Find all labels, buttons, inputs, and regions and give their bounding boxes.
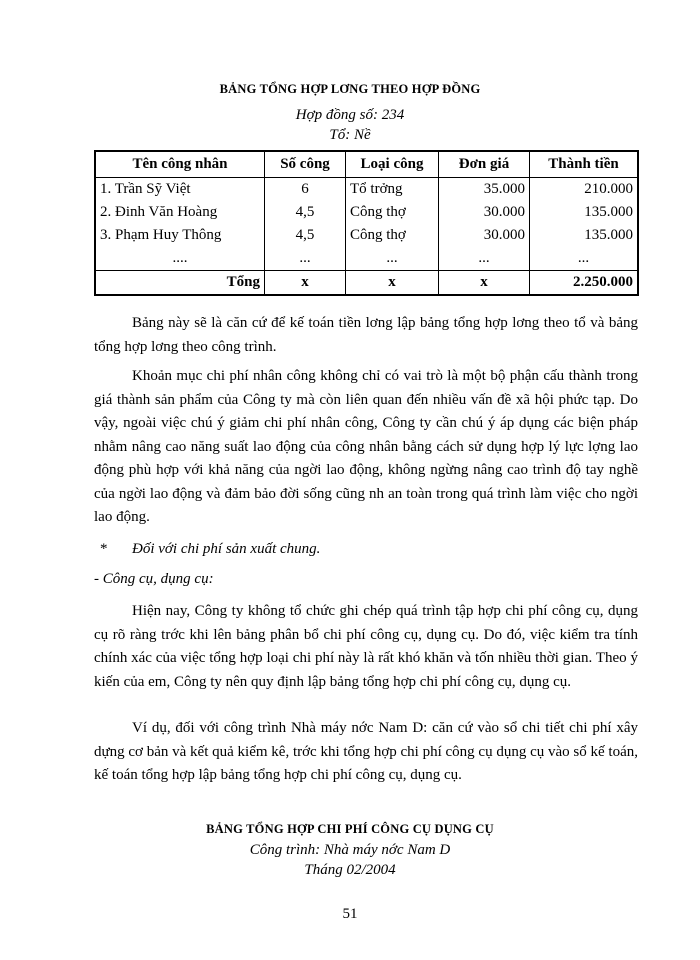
total-work-type: x (346, 271, 439, 296)
cell-unit-price: 30.000 (439, 224, 530, 247)
cell-worker-name: 3. Phạm Huy Thông (95, 224, 265, 247)
cell-work-type: Công thợ (346, 201, 439, 224)
cell-work-days: 4,5 (265, 201, 346, 224)
cell-work-days: ... (265, 247, 346, 271)
cell-unit-price: ... (439, 247, 530, 271)
page-number: 51 (342, 906, 358, 922)
paragraph-wage-basis: Bảng này sẽ là căn cứ để kế toán tiền lơng lập bảng tổng hợp lơng theo tổ và bảng tổng hợp lơng theo công trình. (94, 315, 638, 355)
cell-work-type: ... (346, 247, 439, 271)
table-row (95, 247, 638, 271)
cell-unit-price: 30.000 (439, 201, 530, 224)
wage-summary-table (94, 150, 639, 296)
total-unit-price: x (439, 271, 530, 296)
heading-tools-equipment: - Công cụ, dụng cụ: (94, 571, 214, 587)
header-unit-price: Đơn giá (439, 151, 530, 178)
table-row (95, 178, 638, 202)
cell-worker-name: .... (95, 247, 265, 271)
cell-work-type: Tổ trởng (346, 178, 439, 202)
cell-work-type: Công thợ (346, 224, 439, 247)
table-header-row (95, 151, 638, 178)
table-total-row (95, 271, 638, 296)
report-month: Tháng 02/2004 (304, 862, 396, 878)
table-row (95, 224, 638, 247)
total-amount: 2.250.000 (530, 271, 639, 296)
header-work-type: Loại công (346, 151, 439, 178)
bullet-star: * (100, 541, 108, 557)
cell-work-days: 4,5 (265, 224, 346, 247)
project-name: Công trình: Nhà máy nớc Nam D (249, 842, 451, 858)
tools-summary-title: BẢNG TỔNG HỢP CHI PHÍ CÔNG CỤ DỤNG CỤ (206, 822, 494, 836)
paragraph-labor-cost: Khoản mục chi phí nhân công không chỉ có vai trò là một bộ phận cấu thành trong giá thành sản phẩm của Công ty mà còn liên quan đến nhiều vấn đề xã hội phức tạp. Do vậy, ngoài việc chú ý giảm chi phí nhân công, Công ty cần chú ý áp dụng các biện pháp nhằm nâng cao năng suất lao động của công nhân bằng cách sử dụng hợp lý lực lợng lao động phù hợp với khả năng của ngời lao động, không ngừng nâng cao trình độ tay nghề của ngời lao động và đảm bảo đời sống cũng nh an toàn trong quá trình làm việc cho ngời lao động. (94, 368, 638, 525)
total-label: Tổng (95, 271, 265, 296)
total-work-days: x (265, 271, 346, 296)
heading-general-production-cost: Đối với chi phí sản xuất chung. (132, 541, 321, 557)
team-name: Tổ: Nề (329, 127, 371, 143)
paragraph-example: Ví dụ, đối với công trình Nhà máy nớc Nam D: căn cứ vào sổ chi tiết chi phí xây dựng cơ bản và kết quả kiểm kê, trớc khi tổng hợp chi phí công cụ dụng cụ vào sổ kế toán, kế toán tổng hợp lập bảng tổng hợp chi phí công cụ, dụng cụ. (94, 720, 638, 783)
cell-amount: ... (530, 247, 639, 271)
cell-amount: 135.000 (530, 201, 639, 224)
header-work-days: Số công (265, 151, 346, 178)
cell-work-days: 6 (265, 178, 346, 202)
header-amount: Thành tiền (530, 151, 639, 178)
cell-amount: 135.000 (530, 224, 639, 247)
contract-number: Hợp đồng số: 234 (295, 107, 405, 123)
cell-amount: 210.000 (530, 178, 639, 202)
paragraph-tools-recording: Hiện nay, Công ty không tổ chức ghi chép quá trình tập hợp chi phí công cụ, dụng cụ rõ ràng trớc khi lên bảng phân bổ chi phí công cụ, dụng cụ. Do đó, việc kiểm tra tính chính xác của việc tổng hợp loại chi phí này là rất khó khăn và tốn nhiều thời gian. Theo ý kiến của em, Công ty nên quy định lập bảng tổng hợp chi phí công cụ, dụng cụ. (94, 603, 638, 690)
wage-summary-title: BẢNG TỔNG HỢP LƠNG THEO HỢP ĐỒNG (219, 82, 481, 96)
header-worker-name: Tên công nhân (95, 151, 265, 178)
cell-worker-name: 1. Trần Sỹ Việt (95, 178, 265, 202)
cell-unit-price: 35.000 (439, 178, 530, 202)
table-row (95, 201, 638, 224)
cell-worker-name: 2. Đinh Văn Hoàng (95, 201, 265, 224)
